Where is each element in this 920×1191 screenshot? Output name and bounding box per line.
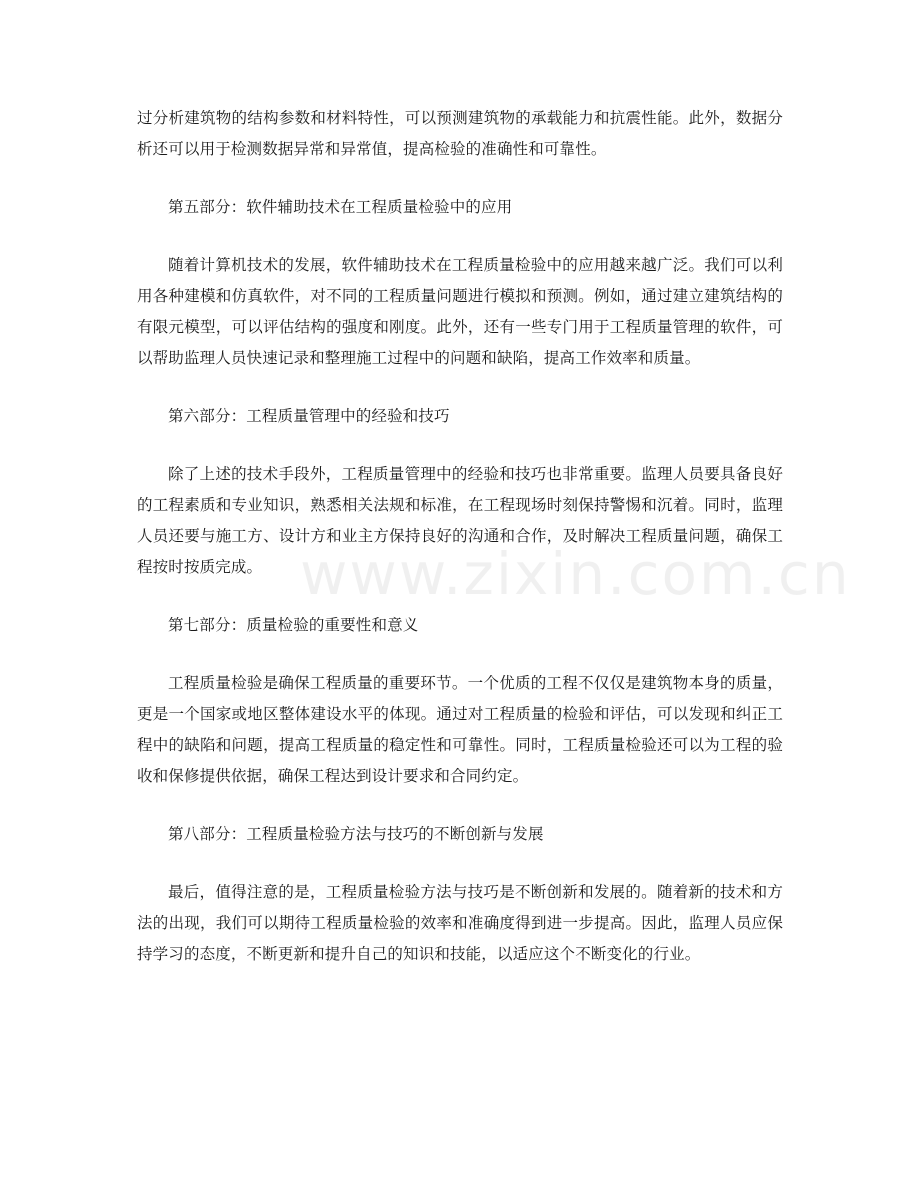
section-heading-part-8: 第八部分：工程质量检验方法与技巧的不断创新与发展 [168, 825, 544, 843]
document-body [137, 103, 783, 997]
section-heading-part-7: 第七部分：质量检验的重要性和意义 [168, 616, 419, 634]
paragraph-part-7: 工程质量检验是确保工程质量的重要环节。一个优质的工程不仅仅是建筑物本身的质量，更是一个国家或地区整体建设水平的体现。通过对工程质量的检验和评估，可以发现和纠正工程中的缺陷和问题，提高工程质量的稳定性和可靠性。同时，工程质量检验还可以为工程的验收和保修提供依据，确保工程达到设计要求和合同约定。 [137, 674, 783, 785]
paragraph-part-6: 除了上述的技术手段外，工程质量管理中的经验和技巧也非常重要。监理人员要具备良好的工程素质和专业知识，熟悉相关法规和标准，在工程现场时刻保持警惕和沉着。同时，监理人员还要与施工方、设计方和业主方保持良好的沟通和合作，及时解决工程质量问题，确保工程按时按质完成。 [137, 465, 783, 576]
watermark: www.zixin.com.cn [300, 540, 851, 608]
section-heading-part-6: 第六部分：工程质量管理中的经验和技巧 [168, 407, 450, 425]
paragraph-part-8: 最后，值得注意的是，工程质量检验方法与技巧是不断创新和发展的。随着新的技术和方法的出现，我们可以期待工程质量检验的效率和准确度得到进一步提高。因此，监理人员应保持学习的态度，不断更新和提升自己的知识和技能，以适应这个不断变化的行业。 [137, 883, 783, 963]
paragraph-part-5: 随着计算机技术的发展，软件辅助技术在工程质量检验中的应用越来越广泛。我们可以利用各种建模和仿真软件，对不同的工程质量问题进行模拟和预测。例如，通过建立建筑结构的有限元模型，可以评估结构的强度和刚度。此外，还有一些专门用于工程质量管理的软件，可以帮助监理人员快速记录和整理施工过程中的问题和缺陷，提高工作效率和质量。 [137, 256, 783, 367]
section-heading-part-5: 第五部分：软件辅助技术在工程质量检验中的应用 [168, 198, 513, 216]
paragraph-intro-continued: 过分析建筑物的结构参数和材料特性，可以预测建筑物的承载能力和抗震性能。此外，数据分析还可以用于检测数据异常和异常值，提高检验的准确性和可靠性。 [137, 109, 783, 158]
